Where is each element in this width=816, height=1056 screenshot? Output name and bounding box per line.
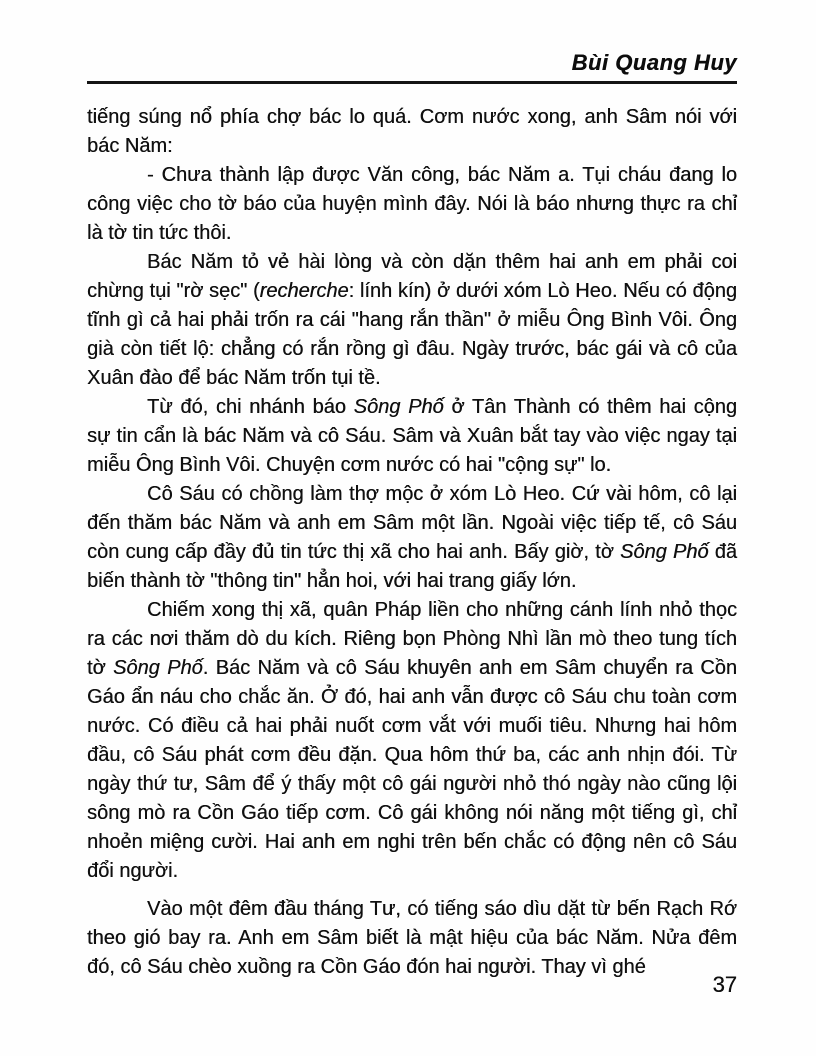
paragraph [87,103,737,161]
paragraph [87,248,737,393]
text-segment: Vào một đêm đầu tháng Tư, có tiếng sáo dìu dặt từ bến Rạch Rớ theo gió bay ra. Anh em Sâm biết là mật hiệu của bác Năm. Nửa đêm đó, cô Sáu chèo xuồng ra Cồn Gáo đón hai người. Thay vì ghé [87,898,737,978]
text-segment: Chiếm xong thị xã, quân Pháp liền cho những cánh lính nhỏ thọc ra các nơi thăm dò du kích. Riêng bọn Phòng Nhì lần mò theo tung tích tờ [87,599,737,679]
text-segment: : lính kín) ở dưới xóm Lò Heo. Nếu có động tĩnh gì cả hai phải trốn ra cái "hang rắn thần" ở miễu Ông Bình Vôi. Ông già còn tiết lộ: chẳng có rắn rồng gì đâu. Ngày trước, bác gái và cô của Xuân đào để bác Năm trốn tụi tề. [87,280,737,389]
text-segment: Từ đó, chi nhánh báo [147,396,354,418]
text-segment: - Chưa thành lập được Văn công, bác Năm a. Tụi cháu đang lo công việc cho tờ báo của huyện mình đây. Nói là báo nhưng thực ra chỉ là tờ tin tức thôi. [87,164,737,244]
text-segment: Bác Năm tỏ vẻ hài lòng và còn dặn thêm hai anh em phải coi chừng tụi "rờ sẹc" ( [87,251,737,302]
paragraph [87,161,737,248]
paragraph [87,596,737,886]
text-segment: ở Tân Thành có thêm hai cộng sự tin cẩn là bác Năm và cô Sáu. Sâm và Xuân bắt tay vào việc ngay tại miễu Ông Bình Vôi. Chuyện cơm nước có hai "cộng sự" lo. [87,396,737,476]
text-segment: đã biến thành tờ "thông tin" hẳn hoi, với hai trang giấy lớn. [87,541,737,592]
paragraph [87,480,737,596]
italic-text: Sông Phố [113,657,203,679]
text-segment: Cô Sáu có chồng làm thợ mộc ở xóm Lò Heo. Cứ vài hôm, cô lại đến thăm bác Năm và anh em Sâm một lần. Ngoài việc tiếp tế, cô Sáu còn cung cấp đầy đủ tin tức thị xã cho hai anh. Bấy giờ, tờ [87,483,737,563]
paragraph [87,393,737,480]
text-segment: tiếng súng nổ phía chợ bác lo quá. Cơm nước xong, anh Sâm nói với bác Năm: [87,106,737,157]
running-header-author: Bùi Quang Huy [87,50,737,84]
italic-text: Sông Phố [353,396,444,418]
italic-text: recherche [259,280,349,302]
page-body [87,103,737,982]
paragraph [87,895,737,982]
italic-text: Sông Phố [620,541,709,563]
text-segment: . Bác Năm và cô Sáu khuyên anh em Sâm chuyển ra Cồn Gáo ẩn náu cho chắc ăn. Ở đó, hai anh vẫn được cô Sáu chu toàn cơm nước. Có điều cả hai phải nuốt cơm vắt với muối tiêu. Nhưng hai hôm đầu, cô Sáu phát cơm đều đặn. Qua hôm thứ ba, các anh nhịn đói. Từ ngày thứ tư, Sâm để ý thấy một cô gái người nhỏ thó ngày nào cũng lội sông mò ra Cồn Gáo tiếp cơm. Cô gái không nói năng một tiếng gì, chỉ nhoẻn miệng cười. Hai anh em nghi trên bến chắc có động nên cô Sáu đổi người. [87,657,737,882]
page-number: 37 [712,972,737,997]
